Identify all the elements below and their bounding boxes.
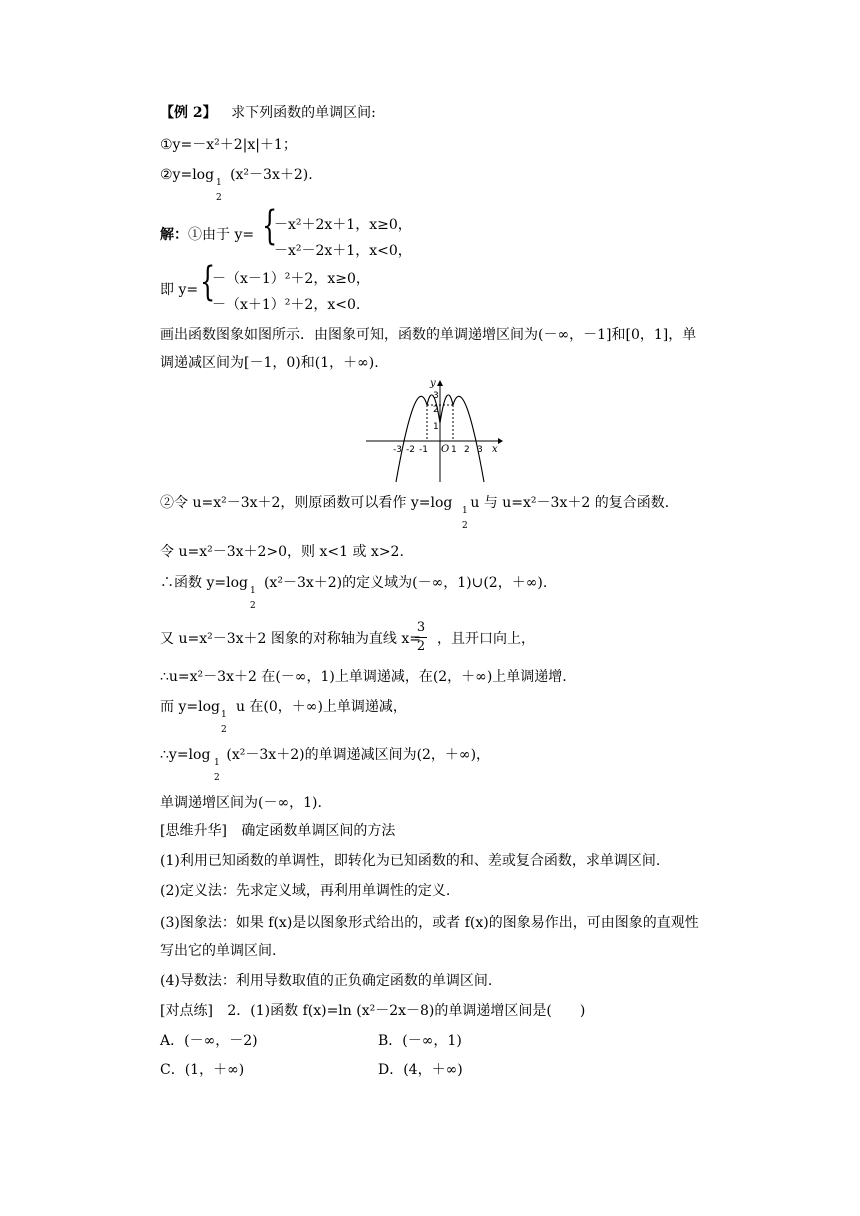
example-item-2 xyxy=(160,166,313,184)
method-3-line2: 写出它的单调区间. xyxy=(160,943,277,959)
x-axis-arrow xyxy=(498,438,503,444)
log-base-numerator: 1 xyxy=(214,758,220,768)
y-tick-label: 1 xyxy=(433,422,439,432)
solution-label: 解： xyxy=(160,227,188,243)
part2-intro-a: ②令 u=x²－3x＋2，则原函数可以看作 y=log xyxy=(160,495,453,511)
piecewise-brace-2: { xyxy=(200,259,216,305)
practice-label: [对点练] xyxy=(160,1003,213,1019)
option-c: C．(1，＋∞) xyxy=(160,1062,245,1078)
part2-intro xyxy=(160,494,679,512)
option-a: A．(－∞，－2) xyxy=(160,1033,258,1049)
example-item-1: ①y=－x²＋2|x|＋1； xyxy=(160,137,297,153)
log-base-numerator: 1 xyxy=(216,178,222,188)
piecewise-brace-1: { xyxy=(262,203,278,249)
practice-question-text: 2．(1)函数 f(x)=ln (x²－2x－8)的单调递增区间是( ) xyxy=(227,1003,586,1019)
log-base-denominator: 2 xyxy=(216,193,222,203)
log-base-denominator: 2 xyxy=(250,601,256,611)
option-b: B．(－∞，1) xyxy=(378,1033,462,1049)
x-tick-label: -2 xyxy=(406,445,415,455)
para1-line2: 调递减区间为[－1，0)和(1，＋∞). xyxy=(160,355,379,371)
function-graph xyxy=(360,376,510,488)
x-tick-label: -3 xyxy=(393,445,402,455)
y-tick-label: 2 xyxy=(433,405,439,415)
fraction-numerator: 3 xyxy=(416,620,426,635)
fraction-denominator: 2 xyxy=(416,639,426,654)
method-heading xyxy=(160,822,395,840)
method-label: [思维升华] xyxy=(160,823,227,839)
log-decreasing-b: u 在(0，＋∞)上单调递减， xyxy=(235,699,407,715)
method-3-line1: (3)图象法：如果 f(x)是以图象形式给出的，或者 f(x)的图象易作出，可由图象的直观性 xyxy=(160,915,699,931)
ie-case-1: －（x－1）²＋2，x≥0， xyxy=(212,271,370,287)
para1-line1: 画出函数图象如图所示．由图象可知，函数的单调递增区间为(－∞，－1]和[0，1]，单 xyxy=(160,327,697,343)
piecewise-case-1: －x²＋2x＋1，x≥0， xyxy=(274,217,412,233)
piecewise-case-2: －x²－2x＋1，x<0， xyxy=(274,243,412,259)
log-decreasing-a: 而 y=log xyxy=(160,699,220,715)
log-base-denominator: 2 xyxy=(462,521,468,531)
log-base-numerator: 1 xyxy=(250,586,256,596)
curve-right xyxy=(453,396,484,482)
log-argument: (x²－3x＋2). xyxy=(230,167,313,183)
y-tick-label: 3 xyxy=(433,391,439,401)
curve-left xyxy=(396,396,427,482)
log-base-denominator: 2 xyxy=(221,725,227,735)
origin-label: O xyxy=(441,444,450,455)
method-title: 确定函数单调区间的方法 xyxy=(241,823,396,839)
log-base-numerator: 1 xyxy=(221,710,227,720)
increasing-interval: 单调递增区间为(－∞，1). xyxy=(160,795,322,811)
curve-right-inner xyxy=(440,395,453,423)
x-tick-label: 1 xyxy=(451,445,457,455)
decreasing-interval-a: ∴y=log xyxy=(160,747,211,763)
x-tick-label: 2 xyxy=(464,445,470,455)
domain-result-a: ∴函数 y=log xyxy=(160,575,248,591)
method-1: (1)利用已知函数的单调性，即转化为已知函数的和、差或复合函数，求单调区间. xyxy=(160,853,661,869)
fraction-bar xyxy=(415,637,427,638)
log-base-denominator: 2 xyxy=(214,773,220,783)
log-base-numerator: 1 xyxy=(462,506,468,516)
domain-result-b: (x²－3x＋2)的定义域为(－∞，1)∪(2，＋∞). xyxy=(263,575,548,591)
domain-condition: 令 u=x²－3x＋2>0，则 x<1 或 x>2. xyxy=(160,544,404,560)
solution-lead-text: ①由于 y= xyxy=(188,227,255,243)
method-4: (4)导数法：利用导数取值的正负确定函数的单调区间. xyxy=(160,973,493,989)
log-decreasing xyxy=(160,698,407,716)
example-prompt: 求下列函数的单调区间: xyxy=(231,105,376,121)
x-tick-label: 3 xyxy=(477,445,483,455)
log-text: ②y=log xyxy=(160,167,215,183)
ie-lead: 即 y= xyxy=(160,282,199,298)
axis-of-symmetry-a: 又 u=x²－3x＋2 图象的对称轴为直线 x= xyxy=(160,631,421,647)
part2-intro-b: u 与 u=x²－3x＋2 的复合函数． xyxy=(470,495,679,511)
x-axis-label: x xyxy=(492,444,498,455)
decreasing-interval xyxy=(160,746,490,764)
axis-of-symmetry-b: ，且开口向上， xyxy=(436,631,535,647)
domain-result xyxy=(160,574,547,592)
ie-case-2: －（x＋1）²＋2，x<0. xyxy=(212,297,361,313)
decreasing-interval-b: (x²－3x＋2)的单调递减区间为(2，＋∞)， xyxy=(226,747,491,763)
practice-question xyxy=(160,1002,585,1020)
example-label: 【例 2】 xyxy=(160,105,217,121)
y-axis-label: y xyxy=(430,378,436,389)
solution-lead xyxy=(160,226,254,244)
monotonic-u: ∴u=x²－3x＋2 在(－∞，1)上单调递减，在(2，＋∞)上单调递增. xyxy=(160,669,567,685)
option-d: D．(4，＋∞) xyxy=(378,1062,463,1078)
example-heading xyxy=(160,104,376,122)
axis-of-symmetry xyxy=(160,630,535,648)
y-axis-arrow xyxy=(437,380,443,386)
method-2: (2)定义法：先求定义域，再利用单调性的定义. xyxy=(160,883,451,899)
x-tick-label: -1 xyxy=(419,445,428,455)
